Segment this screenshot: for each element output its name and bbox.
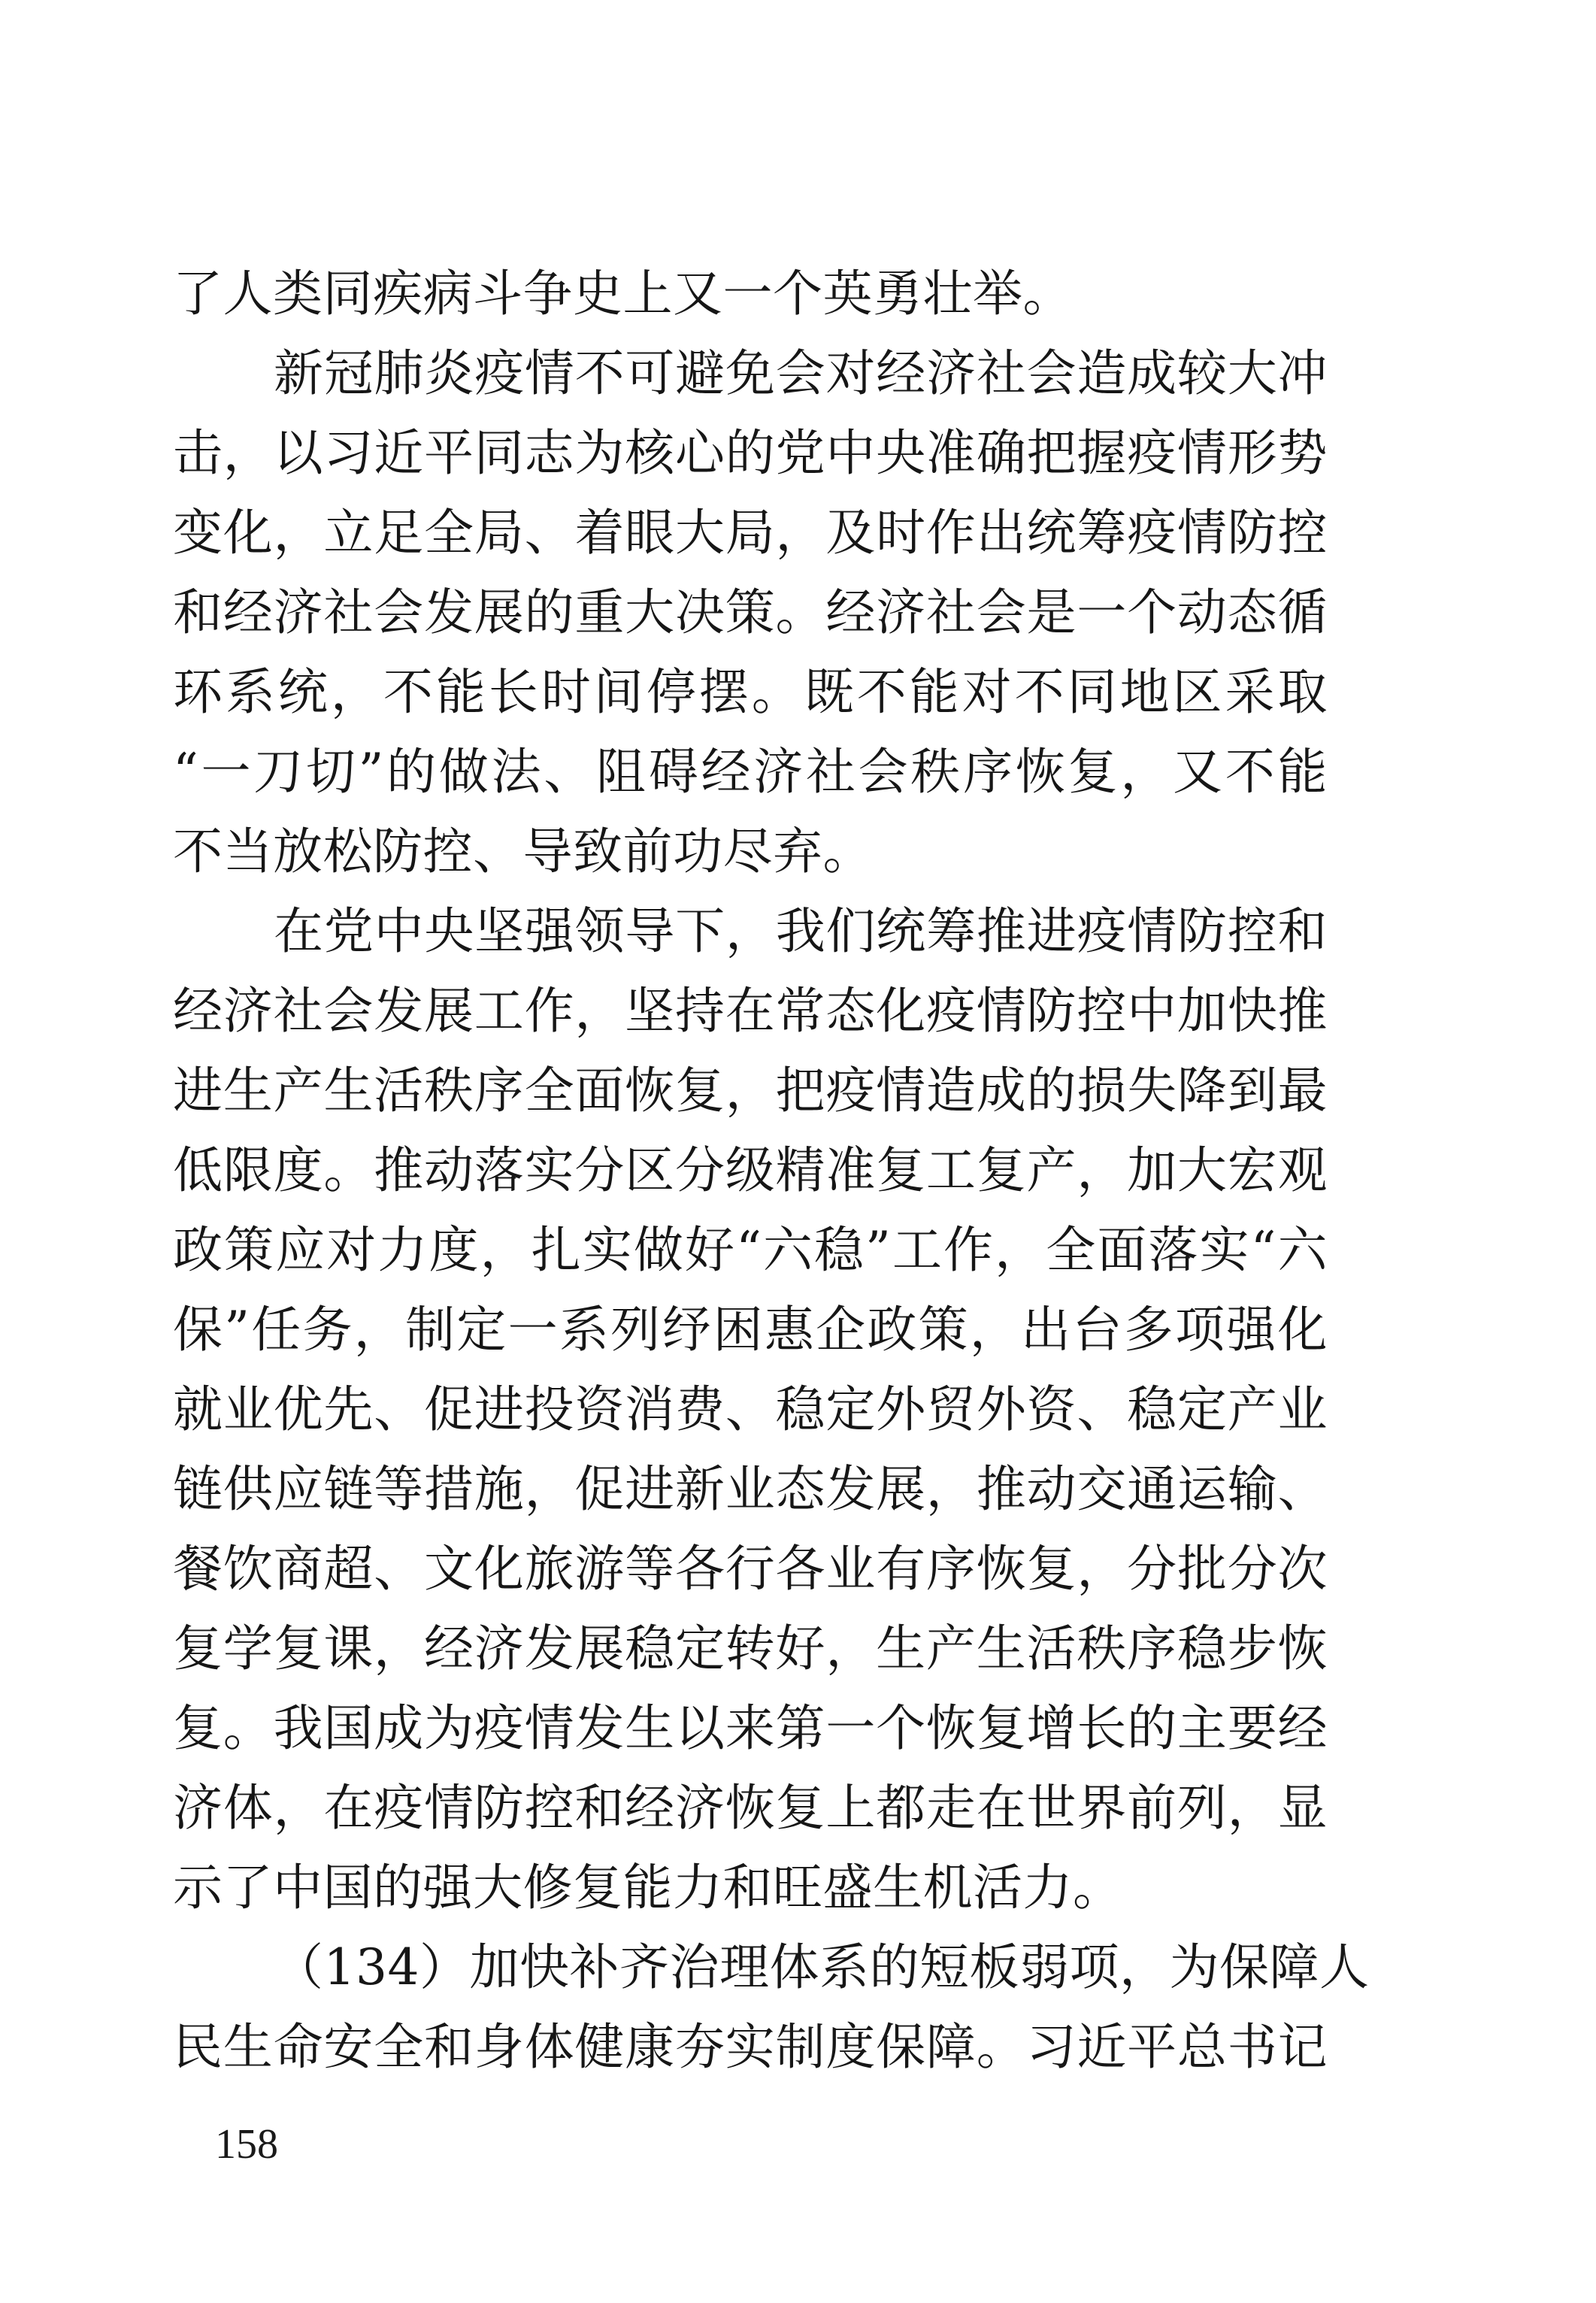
text-line: 复。我国成为疫情发生以来第一个恢复增长的主要经 bbox=[173, 1699, 1328, 1757]
text-line: 新冠肺炎疫情不可避免会对经济社会造成较大冲 bbox=[274, 344, 1328, 402]
text-line: 不当放松防控、导致前功尽弃。 bbox=[173, 823, 873, 880]
text-line: 济体，在疫情防控和经济恢复上都走在世界前列，显 bbox=[173, 1779, 1328, 1837]
text-line: 经济社会发展工作，坚持在常态化疫情防控中加快推 bbox=[173, 982, 1328, 1040]
text-line: 低限度。推动落实分区分级精准复工复产，加大宏观 bbox=[173, 1141, 1328, 1199]
text-line: 和经济社会发展的重大决策。经济社会是一个动态循 bbox=[173, 583, 1328, 641]
text-line: 餐饮商超、文化旅游等各行各业有序恢复，分批分次 bbox=[173, 1540, 1328, 1598]
page-number: 158 bbox=[215, 2121, 278, 2168]
body-text bbox=[173, 254, 1370, 2087]
text-line: 进生产生活秩序全面恢复，把疫情造成的损失降到最 bbox=[173, 1062, 1328, 1120]
text-line: 保”任务，制定一系列纾困惠企政策，出台多项强化 bbox=[173, 1301, 1328, 1359]
text-line: 政策应对力度，扎实做好“六稳”工作，全面落实“六 bbox=[173, 1221, 1328, 1279]
text-line: 环系统，不能长时间停摆。既不能对不同地区采取 bbox=[173, 663, 1328, 721]
text-line: “一刀切”的做法、阻碍经济社会秩序恢复，又不能 bbox=[173, 743, 1328, 801]
text-line: 示了中国的强大修复能力和旺盛生机活力。 bbox=[173, 1859, 1123, 1917]
text-line: 变化，立足全局、着眼大局，及时作出统筹疫情防控 bbox=[173, 504, 1328, 562]
text-line: 民生命安全和身体健康夯实制度保障。习近平总书记 bbox=[173, 2018, 1328, 2076]
text-line: 就业优先、促进投资消费、稳定外贸外资、稳定产业 bbox=[173, 1380, 1328, 1438]
text-line: 击，以习近平同志为核心的党中央准确把握疫情形势 bbox=[173, 424, 1328, 482]
text-line: 链供应链等措施，促进新业态发展，推动交通运输、 bbox=[173, 1460, 1328, 1518]
text-line: （134）加快补齐治理体系的短板弱项，为保障人 bbox=[274, 1938, 1370, 1996]
text-line: 在党中央坚强领导下，我们统筹推进疫情防控和 bbox=[274, 902, 1328, 960]
text-line: 复学复课，经济发展稳定转好，生产生活秩序稳步恢 bbox=[173, 1620, 1328, 1677]
text-line: 了人类同疾病斗争史上又一个英勇壮举。 bbox=[173, 265, 1073, 323]
